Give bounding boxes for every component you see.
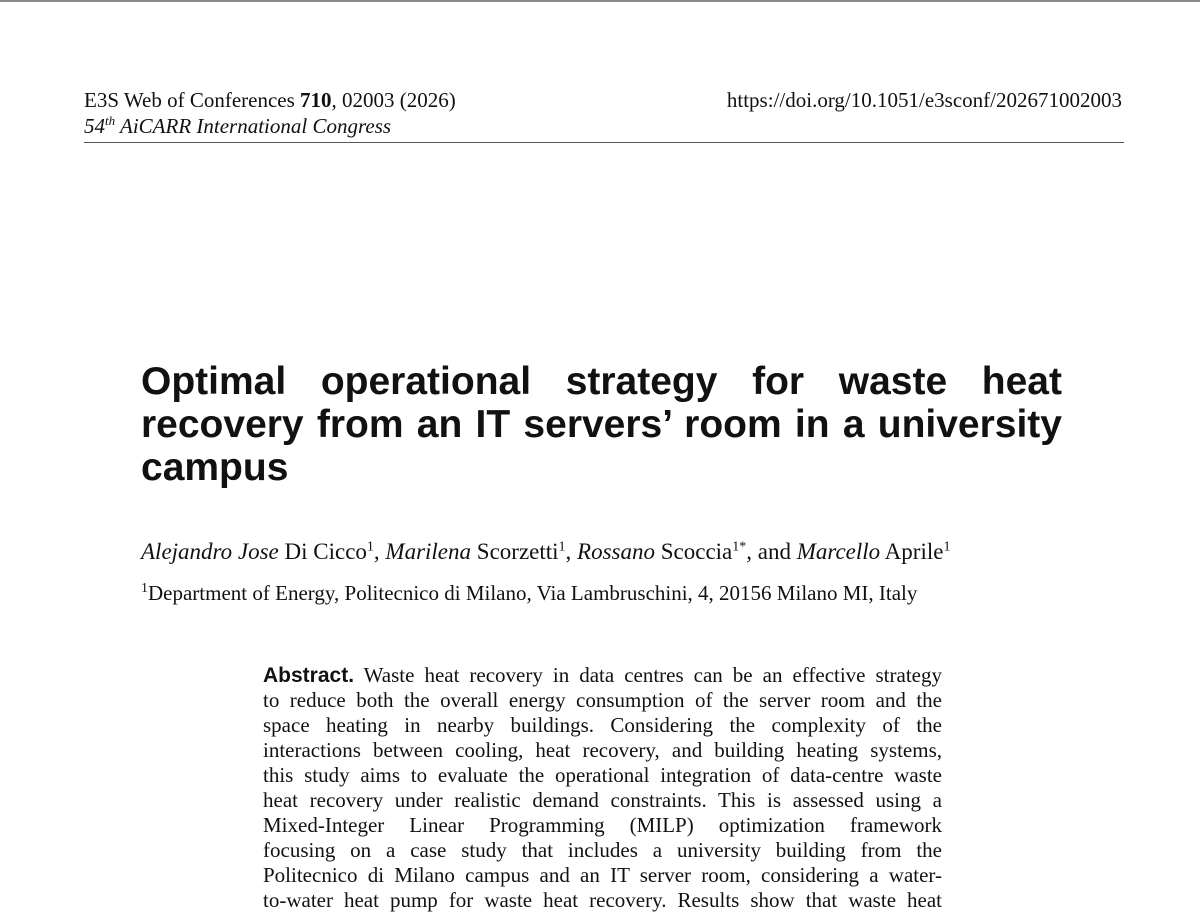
author-family-name: Di Cicco: [278, 539, 367, 564]
journal-name: E3S Web of Conferences: [84, 88, 301, 112]
author-affiliation-mark: 1*: [732, 539, 747, 555]
congress-ordinal: 54: [84, 114, 105, 138]
affiliation-mark: 1: [141, 581, 148, 596]
author-affiliation-mark: 1: [366, 539, 374, 555]
abstract-line-text: Waste heat recovery in data centres can be an effective strategy: [354, 663, 942, 687]
author-separator: ,: [565, 539, 578, 564]
abstract-line: space heating in nearby buildings. Considering the complexity of the: [263, 713, 942, 737]
title-line: campus: [141, 446, 289, 489]
abstract-line: to reduce both the overall energy consumption of the server room and the: [263, 688, 942, 712]
author-given-name: Marilena: [385, 539, 472, 564]
journal-article-number: , 02003 (2026): [331, 88, 456, 112]
author: [141, 539, 374, 564]
abstract-line: Politecnico di Milano campus and an IT server room, considering a water-: [263, 863, 942, 887]
paper-title: [141, 360, 1062, 489]
author-affiliation-mark: 1: [558, 539, 566, 555]
author: [577, 539, 746, 564]
abstract-line: Mixed-Integer Linear Programming (MILP) optimization framework: [263, 813, 942, 837]
top-border-rule: [0, 0, 1200, 2]
abstract-label: Abstract.: [263, 664, 355, 687]
abstract-line: this study aims to evaluate the operational integration of data-centre waste: [263, 763, 942, 787]
author-separator: , and: [746, 539, 797, 564]
congress-title: AiCARR International Congress: [115, 114, 392, 138]
author-list: [141, 537, 950, 567]
journal-citation: [84, 87, 456, 113]
author-given-name: Alejandro Jose: [141, 539, 279, 564]
author-family-name: Scoccia: [654, 539, 733, 564]
abstract-line: to-water heat pump for waste heat recovery. Results show that waste heat: [263, 888, 942, 912]
title-line: recovery from an IT servers’ room in a university: [141, 403, 1062, 446]
abstract-line: heat recovery under realistic demand constraints. This is assessed using a: [263, 788, 942, 812]
affiliation-text: Department of Energy, Politecnico di Milano, Via Lambruschini, 4, 20156 Milano MI, Italy: [148, 581, 918, 605]
title-line: Optimal operational strategy for waste heat: [141, 360, 1062, 403]
header-rule: [84, 142, 1124, 143]
author-separator: ,: [373, 539, 386, 564]
abstract: [263, 663, 942, 913]
doi-link[interactable]: https://doi.org/10.1051/e3sconf/202671002003: [726, 88, 1122, 112]
author-family-name: Scorzetti: [471, 539, 559, 564]
journal-volume: 710: [300, 88, 332, 112]
author-family-name: Aprile: [880, 539, 944, 564]
author: [385, 539, 565, 564]
author-given-name: Rossano: [577, 539, 655, 564]
abstract-line: focusing on a case study that includes a university building from the: [263, 838, 942, 862]
author: [797, 539, 951, 564]
author-affiliation-mark: 1: [943, 539, 951, 555]
abstract-line: interactions between cooling, heat recovery, and building heating systems,: [263, 738, 942, 762]
author-given-name: Marcello: [796, 539, 881, 564]
abstract-line: [263, 663, 942, 688]
affiliation: [141, 580, 917, 606]
congress-ordinal-suffix: th: [105, 113, 116, 128]
congress-name: [84, 113, 391, 139]
